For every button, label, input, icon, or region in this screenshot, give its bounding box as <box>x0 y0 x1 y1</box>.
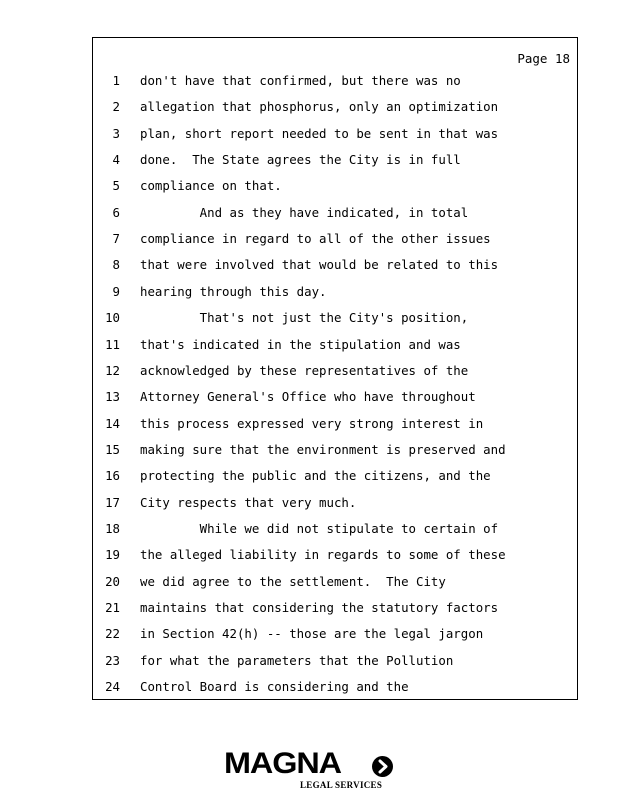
line-text: done. The State agrees the City is in full <box>140 152 461 168</box>
line-text: City respects that very much. <box>140 494 357 510</box>
line-number: 22 <box>105 626 120 642</box>
logo-subtitle: LEGAL SERVICES <box>300 780 383 790</box>
line-text: allegation that phosphorus, only an optimization <box>140 99 499 115</box>
line-number: 4 <box>112 152 120 168</box>
line-number: 15 <box>105 441 120 457</box>
magna-logo <box>224 747 396 793</box>
line-text: While we did not stipulate to certain of <box>140 520 499 536</box>
line-text: And as they have indicated, in total <box>140 204 469 220</box>
line-number: 1 <box>112 73 120 88</box>
line-text: protecting the public and the citizens, and the <box>140 468 491 484</box>
logo-wordmark: MAGNA <box>224 747 341 780</box>
line-number: 8 <box>112 257 120 273</box>
line-number: 21 <box>105 600 120 615</box>
line-text: this process expressed very strong interest in <box>140 415 484 431</box>
line-text: plan, short report needed to be sent in that was <box>140 125 499 141</box>
chevron-right-circle-icon <box>372 756 393 777</box>
line-number: 6 <box>112 204 120 220</box>
line-number: 10 <box>105 310 120 326</box>
page-number: Page 18 <box>517 51 570 66</box>
line-text: that's indicated in the stipulation and was <box>140 336 461 352</box>
line-number: 16 <box>105 468 120 484</box>
line-text: maintains that considering the statutory factors <box>140 600 499 615</box>
line-number: 2 <box>112 99 120 115</box>
line-number: 13 <box>105 389 120 405</box>
line-number: 17 <box>105 494 120 510</box>
transcript-page <box>92 37 578 700</box>
line-text: acknowledged by these representatives of the <box>140 362 469 378</box>
line-number: 14 <box>105 415 120 431</box>
line-number: 12 <box>105 362 120 378</box>
line-text: in Section 42(h) -- those are the legal jargon <box>140 626 484 642</box>
line-text: compliance in regard to all of the other issues <box>140 231 491 247</box>
line-text: hearing through this day. <box>140 283 327 299</box>
line-text: making sure that the environment is preserved and <box>140 441 506 457</box>
line-number: 18 <box>105 520 120 536</box>
line-number: 9 <box>112 283 120 299</box>
line-text: compliance on that. <box>140 178 282 194</box>
line-number: 5 <box>112 178 120 194</box>
line-number: 7 <box>112 231 120 247</box>
line-text: Control Board is considering and the <box>140 679 409 695</box>
line-text: for what the parameters that the Pollution <box>140 652 454 668</box>
line-number: 20 <box>105 573 120 589</box>
line-text: don't have that confirmed, but there was no <box>140 73 461 88</box>
line-text: That's not just the City's position, <box>140 310 469 326</box>
line-number: 3 <box>112 125 120 141</box>
line-text: the alleged liability in regards to some of these <box>140 547 506 563</box>
line-number: 23 <box>105 652 120 668</box>
line-number: 11 <box>105 336 120 352</box>
line-text: we did agree to the settlement. The City <box>140 573 446 589</box>
line-text: Attorney General's Office who have throughout <box>140 389 476 405</box>
line-number: 24 <box>105 679 120 695</box>
line-number: 19 <box>105 547 120 563</box>
line-text: that were involved that would be related to this <box>140 257 499 273</box>
